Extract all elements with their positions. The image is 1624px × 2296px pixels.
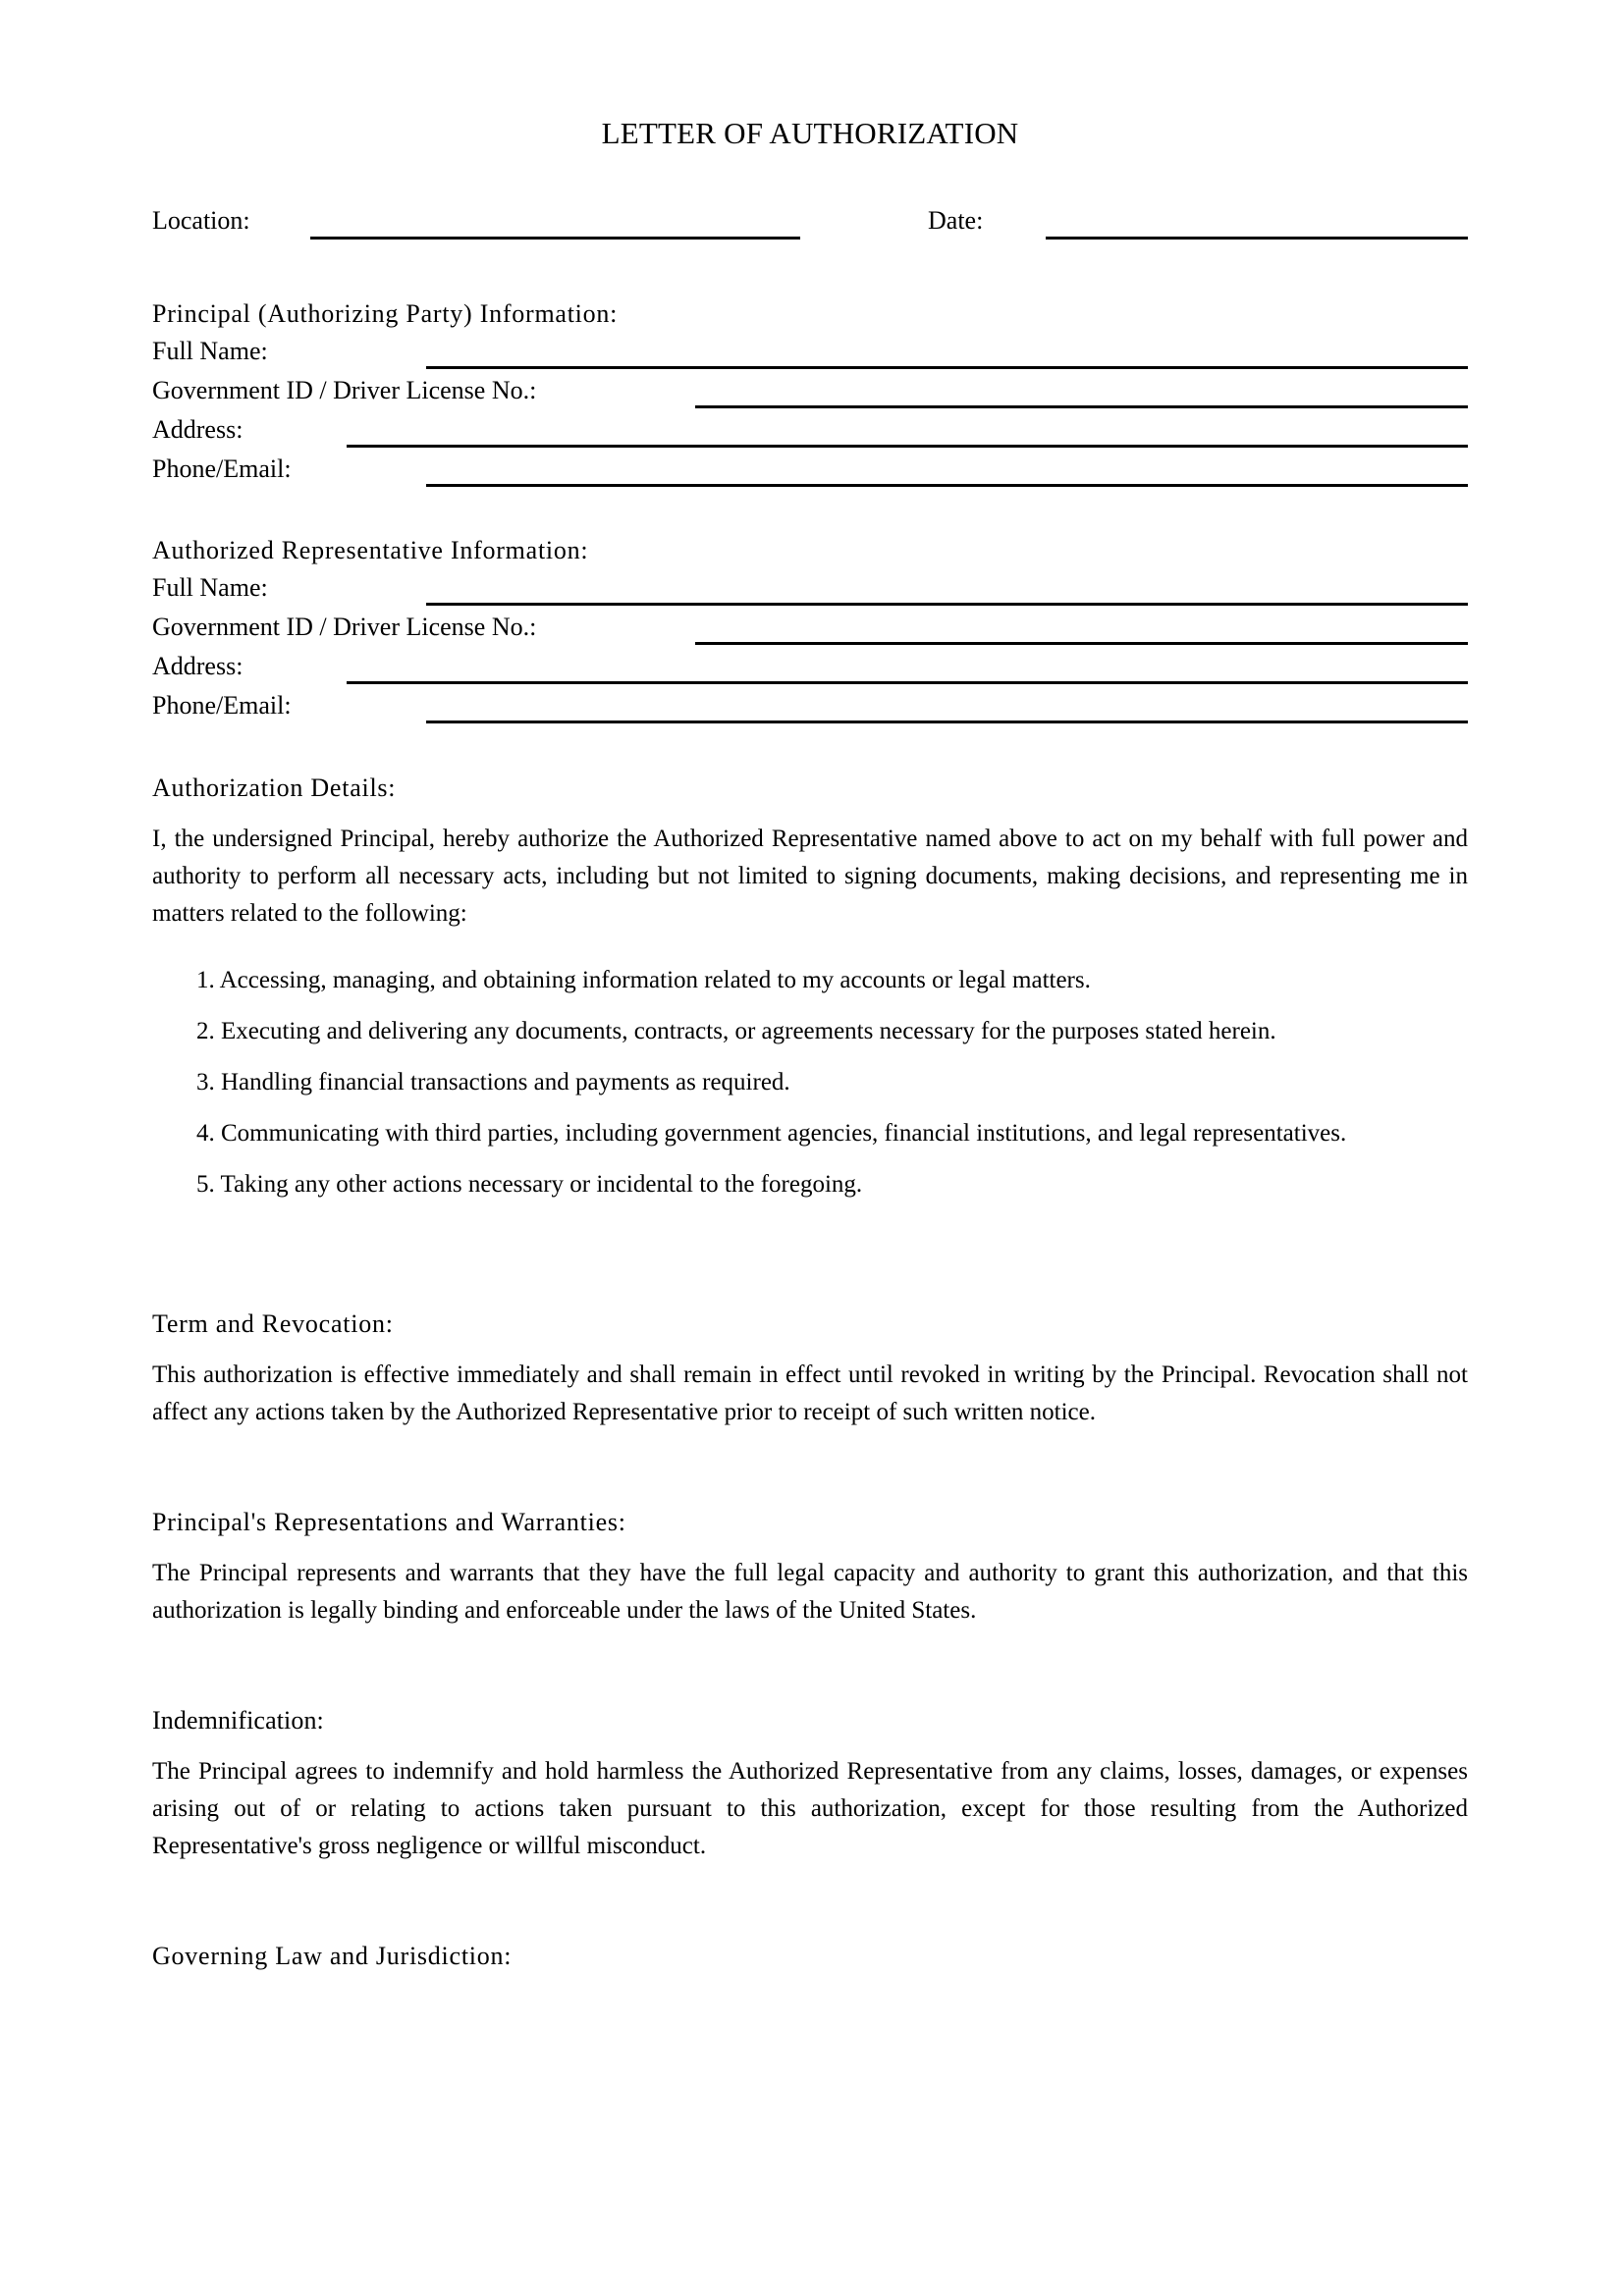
list-item: 3. Handling financial transactions and payments as required. <box>196 1069 790 1095</box>
spacer <box>152 1537 1468 1555</box>
representative-address-row <box>152 652 1468 683</box>
list-item: 5. Taking any other actions necessary or incidental to the foregoing. <box>196 1171 863 1198</box>
principal-full-name-row <box>152 337 1468 368</box>
principal-gov-id-label: Government ID / Driver License No.: <box>152 376 537 404</box>
governing-law-heading: Governing Law and Jurisdiction: <box>152 1942 513 1970</box>
authorization-details-intro: I, the undersigned Principal, hereby authorize the Authorized Representative named above to act on my behalf with full power and authority to perform all necessary acts, including but not limited to signing documents, making decisions, and representing me in matters related to the following: <box>152 826 1468 927</box>
location-input-rule[interactable] <box>310 237 800 240</box>
spacer <box>152 803 1468 821</box>
spacer <box>152 1339 1468 1357</box>
term-and-revocation-body: This authorization is effective immediately and shall remain in effect until revoked in writing by the Principal. Revocation shall not affect any actions taken by the Authorized Representative prior to receipt of such written notice. <box>152 1362 1468 1425</box>
principal-address-input-rule[interactable] <box>347 445 1468 448</box>
principal-full-name-input-rule[interactable] <box>426 366 1468 369</box>
principal-section-heading: Principal (Authorizing Party) Information: <box>152 299 619 328</box>
date-input-rule[interactable] <box>1046 237 1468 240</box>
principal-phone-email-row <box>152 454 1468 486</box>
spacer <box>152 1735 1468 1753</box>
location-label: Location: <box>152 206 250 235</box>
indemnification-body: The Principal agrees to indemnify and hold harmless the Authorized Representative from any claims, losses, damages, or expenses arising out of or relating to actions taken pursuant to this authorization, except for those resulting from the Authorized Representative's gross negligence or willful misconduct. <box>152 1758 1468 1859</box>
document-body <box>152 0 1468 1971</box>
list-item: 1. Accessing, managing, and obtaining information related to my accounts or legal matters. <box>196 967 1091 993</box>
term-and-revocation-heading: Term and Revocation: <box>152 1309 394 1338</box>
spacer <box>152 933 1468 962</box>
location-date-row <box>152 206 1468 249</box>
principal-gov-id-input-rule[interactable] <box>695 405 1468 408</box>
representative-phone-email-row <box>152 691 1468 722</box>
principal-address-row <box>152 415 1468 447</box>
representative-full-name-label: Full Name: <box>152 573 268 602</box>
spacer <box>152 1629 1468 1706</box>
representative-gov-id-row <box>152 613 1468 644</box>
representative-full-name-row <box>152 573 1468 605</box>
representations-warranties-heading: Principal's Representations and Warranties: <box>152 1508 626 1536</box>
principal-gov-id-row <box>152 376 1468 407</box>
spacer <box>152 1865 1468 1942</box>
list-item: 2. Executing and delivering any documents, contracts, or agreements necessary for the purposes stated herein. <box>196 1018 1276 1044</box>
representative-address-input-rule[interactable] <box>347 681 1468 684</box>
spacer <box>152 1203 1468 1309</box>
principal-phone-email-input-rule[interactable] <box>426 484 1468 487</box>
representative-gov-id-label: Government ID / Driver License No.: <box>152 613 537 641</box>
representative-full-name-input-rule[interactable] <box>426 603 1468 606</box>
representative-gov-id-input-rule[interactable] <box>695 642 1468 645</box>
spacer <box>152 722 1468 774</box>
date-label: Date: <box>928 206 984 235</box>
spacer <box>152 1431 1468 1508</box>
principal-address-label: Address: <box>152 415 244 444</box>
indemnification-heading: Indemnification: <box>152 1706 324 1735</box>
page-title: LETTER OF AUTHORIZATION <box>601 116 1019 150</box>
principal-full-name-label: Full Name: <box>152 337 268 365</box>
authorization-details-heading: Authorization Details: <box>152 774 397 802</box>
representative-address-label: Address: <box>152 652 244 680</box>
representative-phone-email-label: Phone/Email: <box>152 691 292 720</box>
representations-warranties-body: The Principal represents and warrants that they have the full legal capacity and authority to grant this authorization, and that this authorization is legally binding and enforceable under the laws of the United States. <box>152 1560 1468 1624</box>
representative-section-heading: Authorized Representative Information: <box>152 536 589 564</box>
representative-phone-email-input-rule[interactable] <box>426 721 1468 723</box>
principal-phone-email-label: Phone/Email: <box>152 454 292 483</box>
authorization-scope-list <box>152 962 1468 1203</box>
list-item: 4. Communicating with third parties, including government agencies, financial institutions, and legal representatives. <box>196 1120 1347 1147</box>
